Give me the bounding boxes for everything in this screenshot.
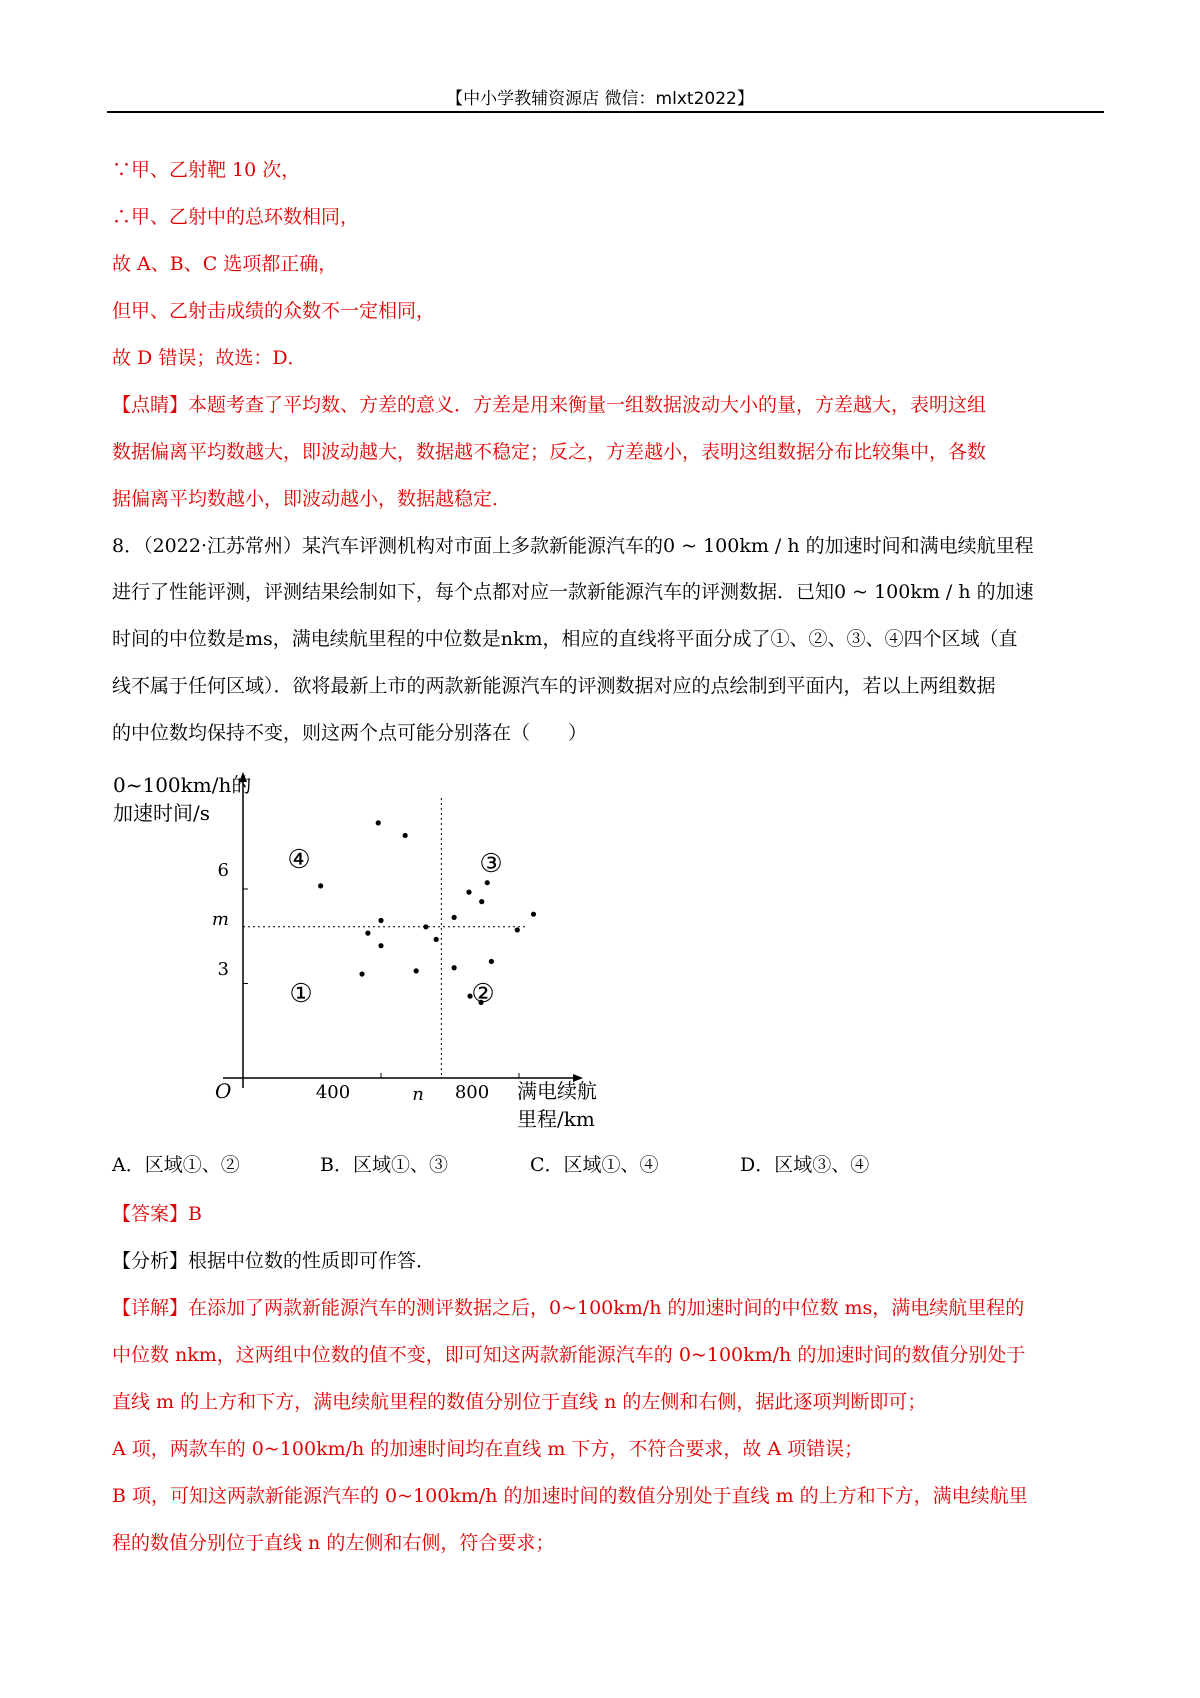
data-point: [479, 899, 484, 904]
comment-line: 据偏离平均数越小，即波动越小，数据越稳定．: [112, 488, 512, 510]
detail-line: B 项，可知这两款新能源汽车的 0~100km/h 的加速时间的数值分别处于直线 m 的上方和下方，满电续航里: [112, 1485, 1028, 1507]
data-point: [359, 971, 364, 976]
y-tick-label: 3: [217, 959, 229, 980]
x-tick-label: 400: [315, 1082, 351, 1103]
data-point: [378, 943, 383, 948]
option-a[interactable]: A．区域①、②: [112, 1154, 240, 1176]
solution-line: 故 D 错误；故选：D．: [112, 347, 307, 369]
data-point: [452, 965, 457, 970]
chart-axes: [223, 772, 583, 1088]
y-axis-label-line1: 0~100km/h的: [113, 773, 252, 797]
detail-line: 【详解】在添加了两款新能源汽车的测评数据之后，0~100km/h 的加速时间的中位数 ms，满电续航里程的: [112, 1297, 1025, 1319]
analysis-line: 【分析】根据中位数的性质即可作答．: [112, 1250, 436, 1272]
data-point: [434, 937, 439, 942]
y-tick-label-m: m: [211, 909, 229, 930]
solution-line: ∵甲、乙射靶 10 次，: [112, 159, 301, 181]
data-point: [376, 820, 381, 825]
option-c[interactable]: C．区域①、④: [530, 1154, 659, 1176]
data-point: [423, 924, 428, 929]
data-point: [378, 918, 383, 923]
origin-label: O: [215, 1079, 232, 1103]
y-tick-label: 6: [217, 860, 229, 881]
scatter-chart: [105, 768, 625, 1138]
question-line: 8．（2022·江苏常州）某汽车评测机构对市面上多款新能源汽车的0 ~ 100km / h 的加速时间和满电续航里程: [112, 535, 1034, 557]
question-line: 线不属于任何区域）．欲将最新上市的两款新能源汽车的评测数据对应的点绘制到平面内，若以上两组数据: [112, 675, 996, 697]
detail-line: 中位数 nkm，这两组中位数的值不变，即可知这两款新能源汽车的 0~100km/h 的加速时间的数值分别处于: [112, 1344, 1026, 1366]
data-point: [414, 968, 419, 973]
x-tick-label-n: n: [412, 1084, 424, 1105]
comment-line: 【点睛】本题考查了平均数、方差的意义．方差是用来衡量一组数据波动大小的量，方差越大，表明这组: [112, 394, 987, 416]
data-point: [318, 883, 323, 888]
comment-line: 数据偏离平均数越大，即波动越大，数据越不稳定；反之，方差越小，表明这组数据分布比较集中，各数: [112, 441, 987, 463]
detail-line: A 项，两款车的 0~100km/h 的加速时间均在直线 m 下方，不符合要求，故 A 项错误；: [112, 1438, 864, 1460]
question-line: 时间的中位数是ms，满电续航里程的中位数是nkm，相应的直线将平面分成了①、②、③、④四个区域（直: [112, 628, 1018, 650]
page-header: 【中小学教辅资源店 微信：mlxt2022】: [446, 89, 754, 109]
detail-line: 程的数值分别位于直线 n 的左侧和右侧，符合要求；: [112, 1532, 555, 1554]
data-point: [466, 890, 471, 895]
data-point: [452, 915, 457, 920]
data-point: [531, 912, 536, 917]
solution-line: 但甲、乙射击成绩的众数不一定相同，: [112, 300, 436, 322]
solution-line: ∴甲、乙射中的总环数相同，: [112, 206, 360, 228]
data-point: [403, 833, 408, 838]
option-d[interactable]: D．区域③、④: [740, 1154, 870, 1176]
question-line: 的中位数均保持不变，则这两个点可能分别落在（ ）: [112, 722, 588, 744]
region-label-2: ②: [471, 979, 495, 1009]
answer-line: 【答案】B: [112, 1203, 202, 1225]
region-label-4: ④: [287, 845, 311, 875]
header-divider: [107, 111, 1104, 113]
data-point: [485, 880, 490, 885]
x-axis-label-line1: 满电续航: [517, 1079, 597, 1103]
question-line: 进行了性能评测，评测结果绘制如下，每个点都对应一款新能源汽车的评测数据．已知0 ~ 100km / h 的加速: [112, 581, 1034, 603]
x-tick-label: 800: [454, 1082, 490, 1103]
data-point: [365, 931, 370, 936]
detail-line: 直线 m 的上方和下方，满电续航里程的数值分别位于直线 n 的左侧和右侧，据此逐项判断即可；: [112, 1391, 927, 1413]
chart-points: [318, 820, 536, 1005]
y-axis-label-line2: 加速时间/s: [113, 801, 211, 825]
x-axis-label-line2: 里程/km: [517, 1107, 595, 1131]
region-label-1: ①: [289, 979, 313, 1009]
solution-line: 故 A、B、C 选项都正确，: [112, 253, 338, 275]
region-label-3: ③: [479, 849, 503, 879]
option-b[interactable]: B．区域①、③: [320, 1154, 448, 1176]
data-point: [489, 959, 494, 964]
data-point: [515, 927, 520, 932]
